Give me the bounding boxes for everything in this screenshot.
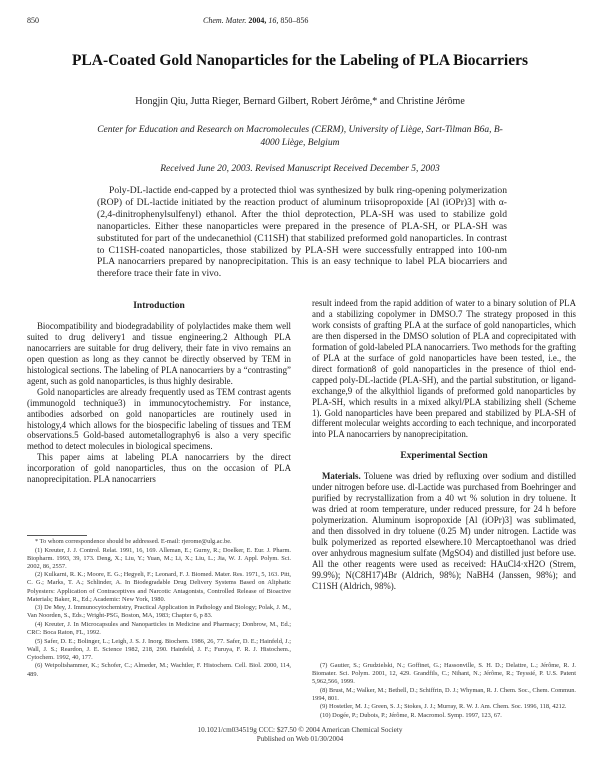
materials-paragraph <box>312 471 576 591</box>
reference-item: (9) Hostetler, M. J.; Green, S. J.; Stokes, J. J.; Murray, R. W. J. Am. Chem. Soc. 1996, 118, 4212. <box>320 703 567 711</box>
received-dates: Received June 20, 2003. Revised Manuscript Received December 5, 2003 <box>160 164 440 174</box>
intro-paragraph-3: This paper aims at labeling PLA nanocarriers by the direct incorporation of gold nanoparticles, thus on the occasion of PLA nanoprecipitation. PLA nanocarriers <box>27 452 291 485</box>
reference-item: (1) Kreuter, J. J. Control. Relat. 1991, 16, 169. Alleman, E.; Gurny, R.; Doelker, E. Eur. J. Pharm. Biopharm. 1993, 39, 173. Deng, X.; Liu, Y.; Yuan, M.; Li, X.; Liu, L.; Jia, W. J. Appl. Polym. Sci. 2002, 86, 2557. <box>27 546 291 570</box>
journal-volume: 16, <box>268 16 279 25</box>
reference-item: (4) Kreuter, J. In Microcapsules and Nanoparticles in Medicine and Pharmacy; Donbrow, M., Ed.; CRC: Boca Raton, FL, 1992. <box>27 620 291 637</box>
affiliation: Center for Education and Research on Macromolecules (CERM), University of Liège, Sart-Tilman B6a, B-4000 Liège, Belgium <box>97 125 503 148</box>
page-footer <box>0 726 600 744</box>
right-column <box>312 298 576 592</box>
section-heading-experimental: Experimental Section <box>400 451 488 462</box>
references-left <box>27 538 291 679</box>
footnote-correspondence: * To whom correspondence should be addressed. E-mail: rjerome@ulg.ac.be. <box>35 538 232 545</box>
reference-item: (10) Dogée, P.; Dubois, P.; Jérôme, R. Macromol. Symp. 1997, 123, 67. <box>320 712 502 720</box>
reference-item: (7) Gautier, S.; Grudzielski, N.; Goffinet, G.; Hassonville, S. H. D.; Delattre, L.; Jérôme, R. J. Biomater. Sci. Polym. 2001, 12, 429. Grandfils, C.; Nihant, N.; Jérôme, R.; Teyssié, P. U.S. Patent 5,962,566, 1999. <box>312 662 576 686</box>
reference-item: (5) Safer, D. E.; Bolinger, L.; Leigh, J. S. J. Inorg. Biochem. 1986, 26, 77. Safer, D. E.; Hainfeld, J.; Wall, J. S.; Reardon, J. E. Science 1982, 218, 290. Hainfeld, J. F.; Furuya, F. R. J. Histochem., Cytochem. 1992, 40, 177. <box>27 637 291 661</box>
reference-item: (3) De Mey, J. Immunocytochemistry, Practical Application in Pathology and Biology; Polak, J. M., Van Noorden, S., Eds.; Wright-PSG, Boston, MA, 1983; Chapter 6, p 83. <box>27 604 291 620</box>
intro-paragraph-1: Biocompatibility and biodegradability of polylactides make them well suited to drug delivery1 and tissue engineering.2 Although PLA nanocarriers are suitable for drug delivery, their fate in vivo remains an open question as long as they cannot be directly observed by TEM in histological sections. The labeling of PLA nanocarriers by a “contrasting” agent, such as gold nanoparticles, is thus highly desirable. <box>27 320 291 386</box>
journal-citation <box>203 16 308 25</box>
references-right <box>312 662 576 721</box>
author-list: Hongjin Qiu, Jutta Rieger, Bernard Gilbert, Robert Jérôme,* and Christine Jérôme <box>135 96 465 107</box>
abstract: Poly-DL-lactide end-capped by a protected thiol was synthesized by bulk ring-opening polymerization (ROP) of DL-lactide initiated by the reaction product of aluminum triisopropoxide [Al (iOPr)3] with α- (2,4-dinitrophenylsulfenyl) ethanol. After the thiol deprotection, PLA-SH was used to stabilize gold nanoparticles. Either these nanoparticles were prepared in the presence of PLA-SH, or PLA-SH was substituted for part of the undecanethiol (C11SH) that stabilized preformed gold nanoparticles. In contrast to C11SH-coated nanoparticles, those stabilized by PLA-SH were successfully entrapped into 100-nm PLA nanocarriers prepared by nanoprecipitation. This is an easy technique to label PLA biocarriers and therefore trace their fate in vivo. <box>97 185 507 280</box>
section-heading-introduction: Introduction <box>133 301 185 311</box>
page-number: 850 <box>27 16 39 25</box>
reference-item: (2) Kulkarni, R. K.; Moore, E. G.; Hegyeli, F.; Leonard, F. J. Biomed. Mater. Res. 1971, 5, 163. Pitt, C. G.; Marks, T. A.; Schlinder, A. In Biodegradable Drug Delivery Systems Based on Aliphatic Polyesters: Application of Contraceptives and Narcotic Antagonists, Controlled Release of Bioactive Materials; Baker, R., Ed.; Academic: New York, 1980. <box>27 571 291 603</box>
doi-line: 10.1021/cm034519g CCC: $27.50 © 2004 American Chemical Society <box>197 726 403 734</box>
left-column <box>27 298 291 485</box>
reference-item: (8) Brust, M.; Walker, M.; Bethell, D.; Schiffrin, D. J.; Whyman, R. J. Chem. Soc., Chem. Commun. 1994, 801. <box>312 686 576 702</box>
published-line: Published on Web 01/30/2004 <box>256 735 344 743</box>
intro-paragraph-continued: result indeed from the rapid addition of water to a binary solution of PLA and a stabilizing copolymer in DMSO.7 The strategy proposed in this work consists of grafting PLA at the surface of gold nanoparticles, which are then dispersed in the DMSO solution of PLA and coprecipitated with formation of gold-labeled PLA nanocarriers. Two methods for the grafting of PLA at the surface of gold nanoparticles have been tested, i.e., the direct formation8 of gold nanoparticles in the presence of thiol end-capped poly-DL-lactide (PLA-SH), and the partial substitution, or ligand-exchange,9 of the alkylthiol ligands of preformed gold nanoparticles by PLA-SH, which results in a mixed alkyl/PLA stabilizing shell (Scheme 1). Gold nanoparticles have been prepared and stabilized by PLA-SH of different molecular weights according to each technique, and incorporated into PLA nanocarriers by nanoprecipitation. <box>312 298 576 440</box>
footnote-rule <box>27 535 87 536</box>
materials-text: Toluene was dried by refluxing over sodium and distilled under nitrogen before use. dl-Lactide was purchased from Boehringer and purified by recrystallization from a 40 wt % solution in dry toluene. It was dried at room temperature, under reduced pressure, for 24 h before polymerization. Aluminum isopropoxide [Al (iOPr)3] was sublimated, and then dissolved in dry toluene (0.25 M) under nitrogen. Lactide was bulk polymerized as reported elsewhere.10 Mercaptoethanol was dried over anhydrous magnesium sulfate (MgSO4) and distilled just before use. All the other reagents were used as received: HAuCl4·xH2O (Strem, 99.9%); N(C8H17)4Br (Aldrich, 98%); NaBH4 (Janssen, 98%); and C11SH (Aldrich, 98%). <box>312 471 576 591</box>
intro-paragraph-2: Gold nanoparticles are already frequently used as TEM contrast agents (immunogold technique3) in immunocytochemistry. For instance, antibodies adsorbed on gold nanoparticles are routinely used in histology,4 which allows for the biospecific labeling of tissues and TEM observations.5 Gold-based autometallography6 is also a very specific method to detect molecules in biological specimens. <box>27 386 291 452</box>
journal-pages: 850–856 <box>280 16 309 25</box>
running-header <box>27 16 573 28</box>
materials-label: Materials. <box>322 471 361 482</box>
journal-name: Chem. Mater. <box>203 16 247 25</box>
journal-year: 2004, <box>248 16 267 25</box>
paper-title: PLA-Coated Gold Nanoparticles for the Labeling of PLA Biocarriers <box>71 52 529 69</box>
reference-item: (6) Weipoltshammer, K.; Schofer, C.; Almeder, M.; Wachtler, F. Histochem. Cell. Biol. 2000, 114, 489. <box>27 662 291 678</box>
